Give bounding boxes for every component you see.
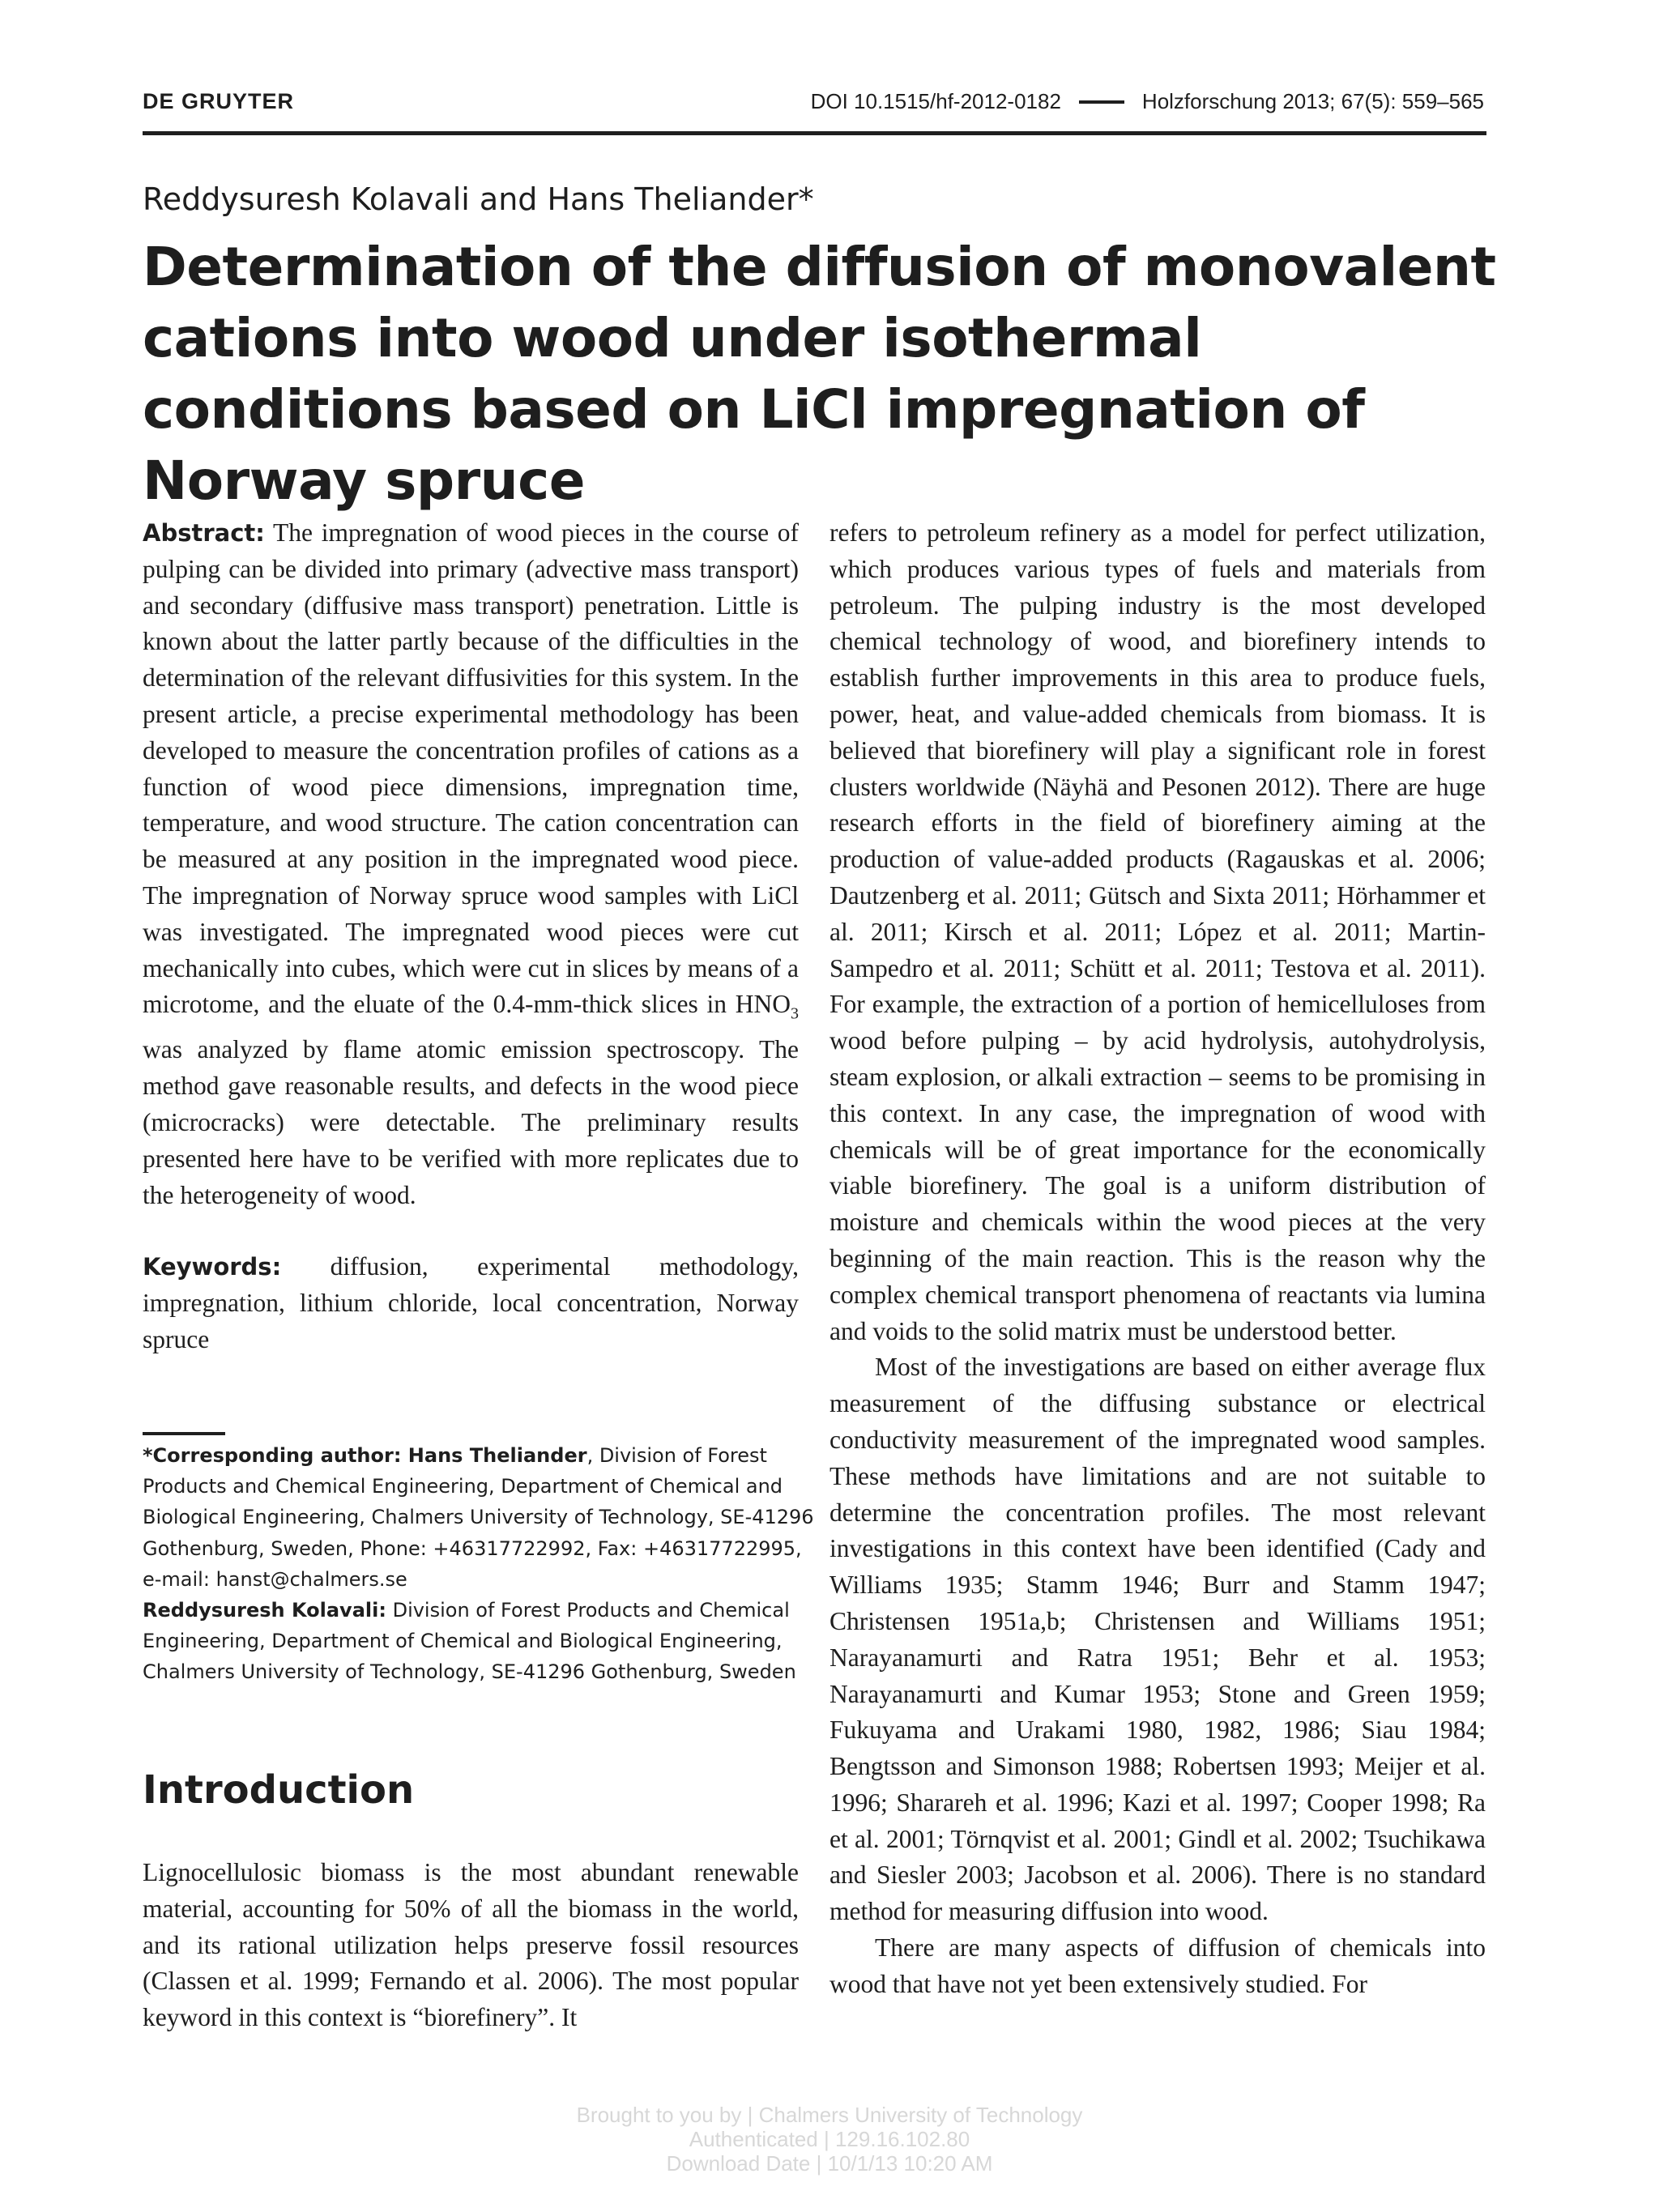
author-footnote (143, 1440, 815, 1688)
left-column (143, 515, 799, 1358)
introduction-heading: Introduction (143, 1767, 415, 1813)
author-line: Reddysuresh Kolavali and Hans Theliander* (143, 181, 814, 217)
article-title: Determination of the diffusion of monovalent cations into wood under isothermal conditions based on LiCl impregnation of Norway spruce (143, 236, 1496, 512)
right-paragraph-3: There are many aspects of diffusion of chemicals into wood that have not yet been extensively studied. For (830, 1933, 1486, 1998)
right-paragraph-1: refers to petroleum refinery as a model for perfect utilization, which produces various types of fuels and materials from petroleum. The pulping industry is the most developed chemical technology of wood, and biorefinery intends to establish further improvements in this area to produce fuels, power, heat, and value-added chemicals from biomass. It is believed that biorefinery will play a significant role in forest clusters worldwide (Näyhä and Pesonen 2012). There are huge research efforts in the field of biorefinery aiming at the production of value-added products (Ragauskas et al. 2006; Dautzenberg et al. 2011; Gütsch and Sixta 2011; Hörhammer et al. 2011; Kirsch et al. 2011; López et al. 2011; Martin-Sampedro et al. 2011; Schütt et al. 2011; Testova et al. 2011). For example, the extraction of a portion of hemicelluloses from wood before pulping – by acid hydrolysis, autohydrolysis, steam explosion, or alkali extraction – seems to be promising in this context. In any case, the impregnation of wood with chemicals will be of great importance for the economically viable biorefinery. The goal is a uniform distribution of moisture and chemicals within the wood pieces at the very beginning of the main reaction. This is the reason why the complex chemical transport phenomena of reactants via lumina and voids to the solid matrix must be understood better. (830, 518, 1486, 1345)
abstract (143, 515, 799, 1213)
introduction-text (143, 1855, 799, 2036)
right-paragraph-2: Most of the investigations are based on either average flux measurement of the diffusing substance or electrical conductivity measurement of the impregnated wood samples. These methods have limitations and are not suitable to determine the concentration profiles. The most relevant investigations in this context have been identified (Cady and Williams 1935; Stamm 1946; Burr and Stamm 1947; Christensen 1951a,b; Christensen and Williams 1951; Narayanamurti and Ratra 1951; Behr et al. 1953; Narayanamurti and Kumar 1953; Stone and Green 1959; Fukuyama and Urakami 1980, 1982, 1986; Siau 1984; Bengtsson and Simonson 1988; Robertsen 1993; Meijer et al. 1996; Sharareh et al. 1996; Kazi et al. 1997; Cooper 1998; Ra et al. 2001; Törnqvist et al. 2001; Gindl et al. 2002; Tsuchikawa and Siesler 2003; Jacobson et al. 2006). There is no standard method for measuring diffusion into wood. (830, 1353, 1486, 1926)
header-dash (1079, 100, 1124, 104)
journal-citation: Holzforschung 2013; 67(5): 559–565 (1141, 89, 1484, 113)
doi-text: DOI 10.1515/hf-2012-0182 (810, 89, 1061, 113)
corresponding-author-note: *Corresponding author: Hans Theliander, Division of Forest Products and Chemical Engineering, Department of Chemical and Biological Engineering, Chalmers University of Technology, SE-41296 Gothenburg, Sweden, Phone: +46317722992, Fax: +46317722995, e-mail: hanst@chalmers.se (143, 1444, 814, 1591)
watermark-line-1: Brought to you by | Chalmers University of Technology (576, 2103, 1083, 2127)
publisher-name: DE GRUYTER (143, 89, 295, 113)
keywords-label: Keywords: (143, 1253, 282, 1281)
keywords (143, 1249, 799, 1357)
watermark-line-2: Authenticated | 129.16.102.80 (689, 2127, 970, 2151)
abstract-text-end: was analyzed by flame atomic emission spectroscopy. The method gave reasonable results, and defects in the wood piece (microcracks) were detectable. The preliminary results presented here have to be verified with more replicates due to the heterogeneity of wood. (143, 1035, 799, 1209)
header-rule (143, 131, 1486, 135)
keywords-text: diffusion, experimental methodology, impregnation, lithium chloride, local concentration, Norway spruce (143, 1252, 799, 1354)
citation-header (811, 89, 1484, 114)
abstract-text: The impregnation of wood pieces in the course of pulping can be divided into primary (advective mass transport) and secondary (diffusive mass transport) penetration. Little is known about the latter partly because of the difficulties in the determination of the relevant diffusivities for this system. In the present article, a precise experimental methodology has been developed to measure the concentration profiles of cations as a function of wood piece dimensions, impregnation time, temperature, and wood structure. The cation concentration can be measured at any position in the impregnated wood piece. The impregnation of Norway spruce wood samples with LiCl was investigated. The impregnated wood pieces were cut mechanically into cubes, which were cut in slices by means of a microtome, and the eluate of the 0.4-mm-thick slices in (143, 518, 800, 1019)
footnote-rule (143, 1432, 225, 1435)
abstract-label: Abstract: (143, 519, 265, 547)
right-column (830, 515, 1486, 2003)
download-watermark (0, 2103, 1659, 2176)
watermark-line-3: Download Date | 10/1/13 10:20 AM (666, 2151, 993, 2176)
second-author-note: Reddysuresh Kolavali: Division of Forest Products and Chemical Engineering, Department of Chemical and Biological Engineering, Chalmers University of Technology, SE-41296 Gothenburg, Sweden (143, 1599, 796, 1684)
formula: $HNO_3$ (735, 990, 799, 1023)
intro-paragraph: Lignocellulosic biomass is the most abundant renewable material, accounting for 50% of all the biomass in the world, and its rational utilization helps preserve fossil resources (Classen et al. 1999; Fernando et al. 2006). The most popular keyword in this context is “biorefinery”. It (143, 1858, 799, 2032)
